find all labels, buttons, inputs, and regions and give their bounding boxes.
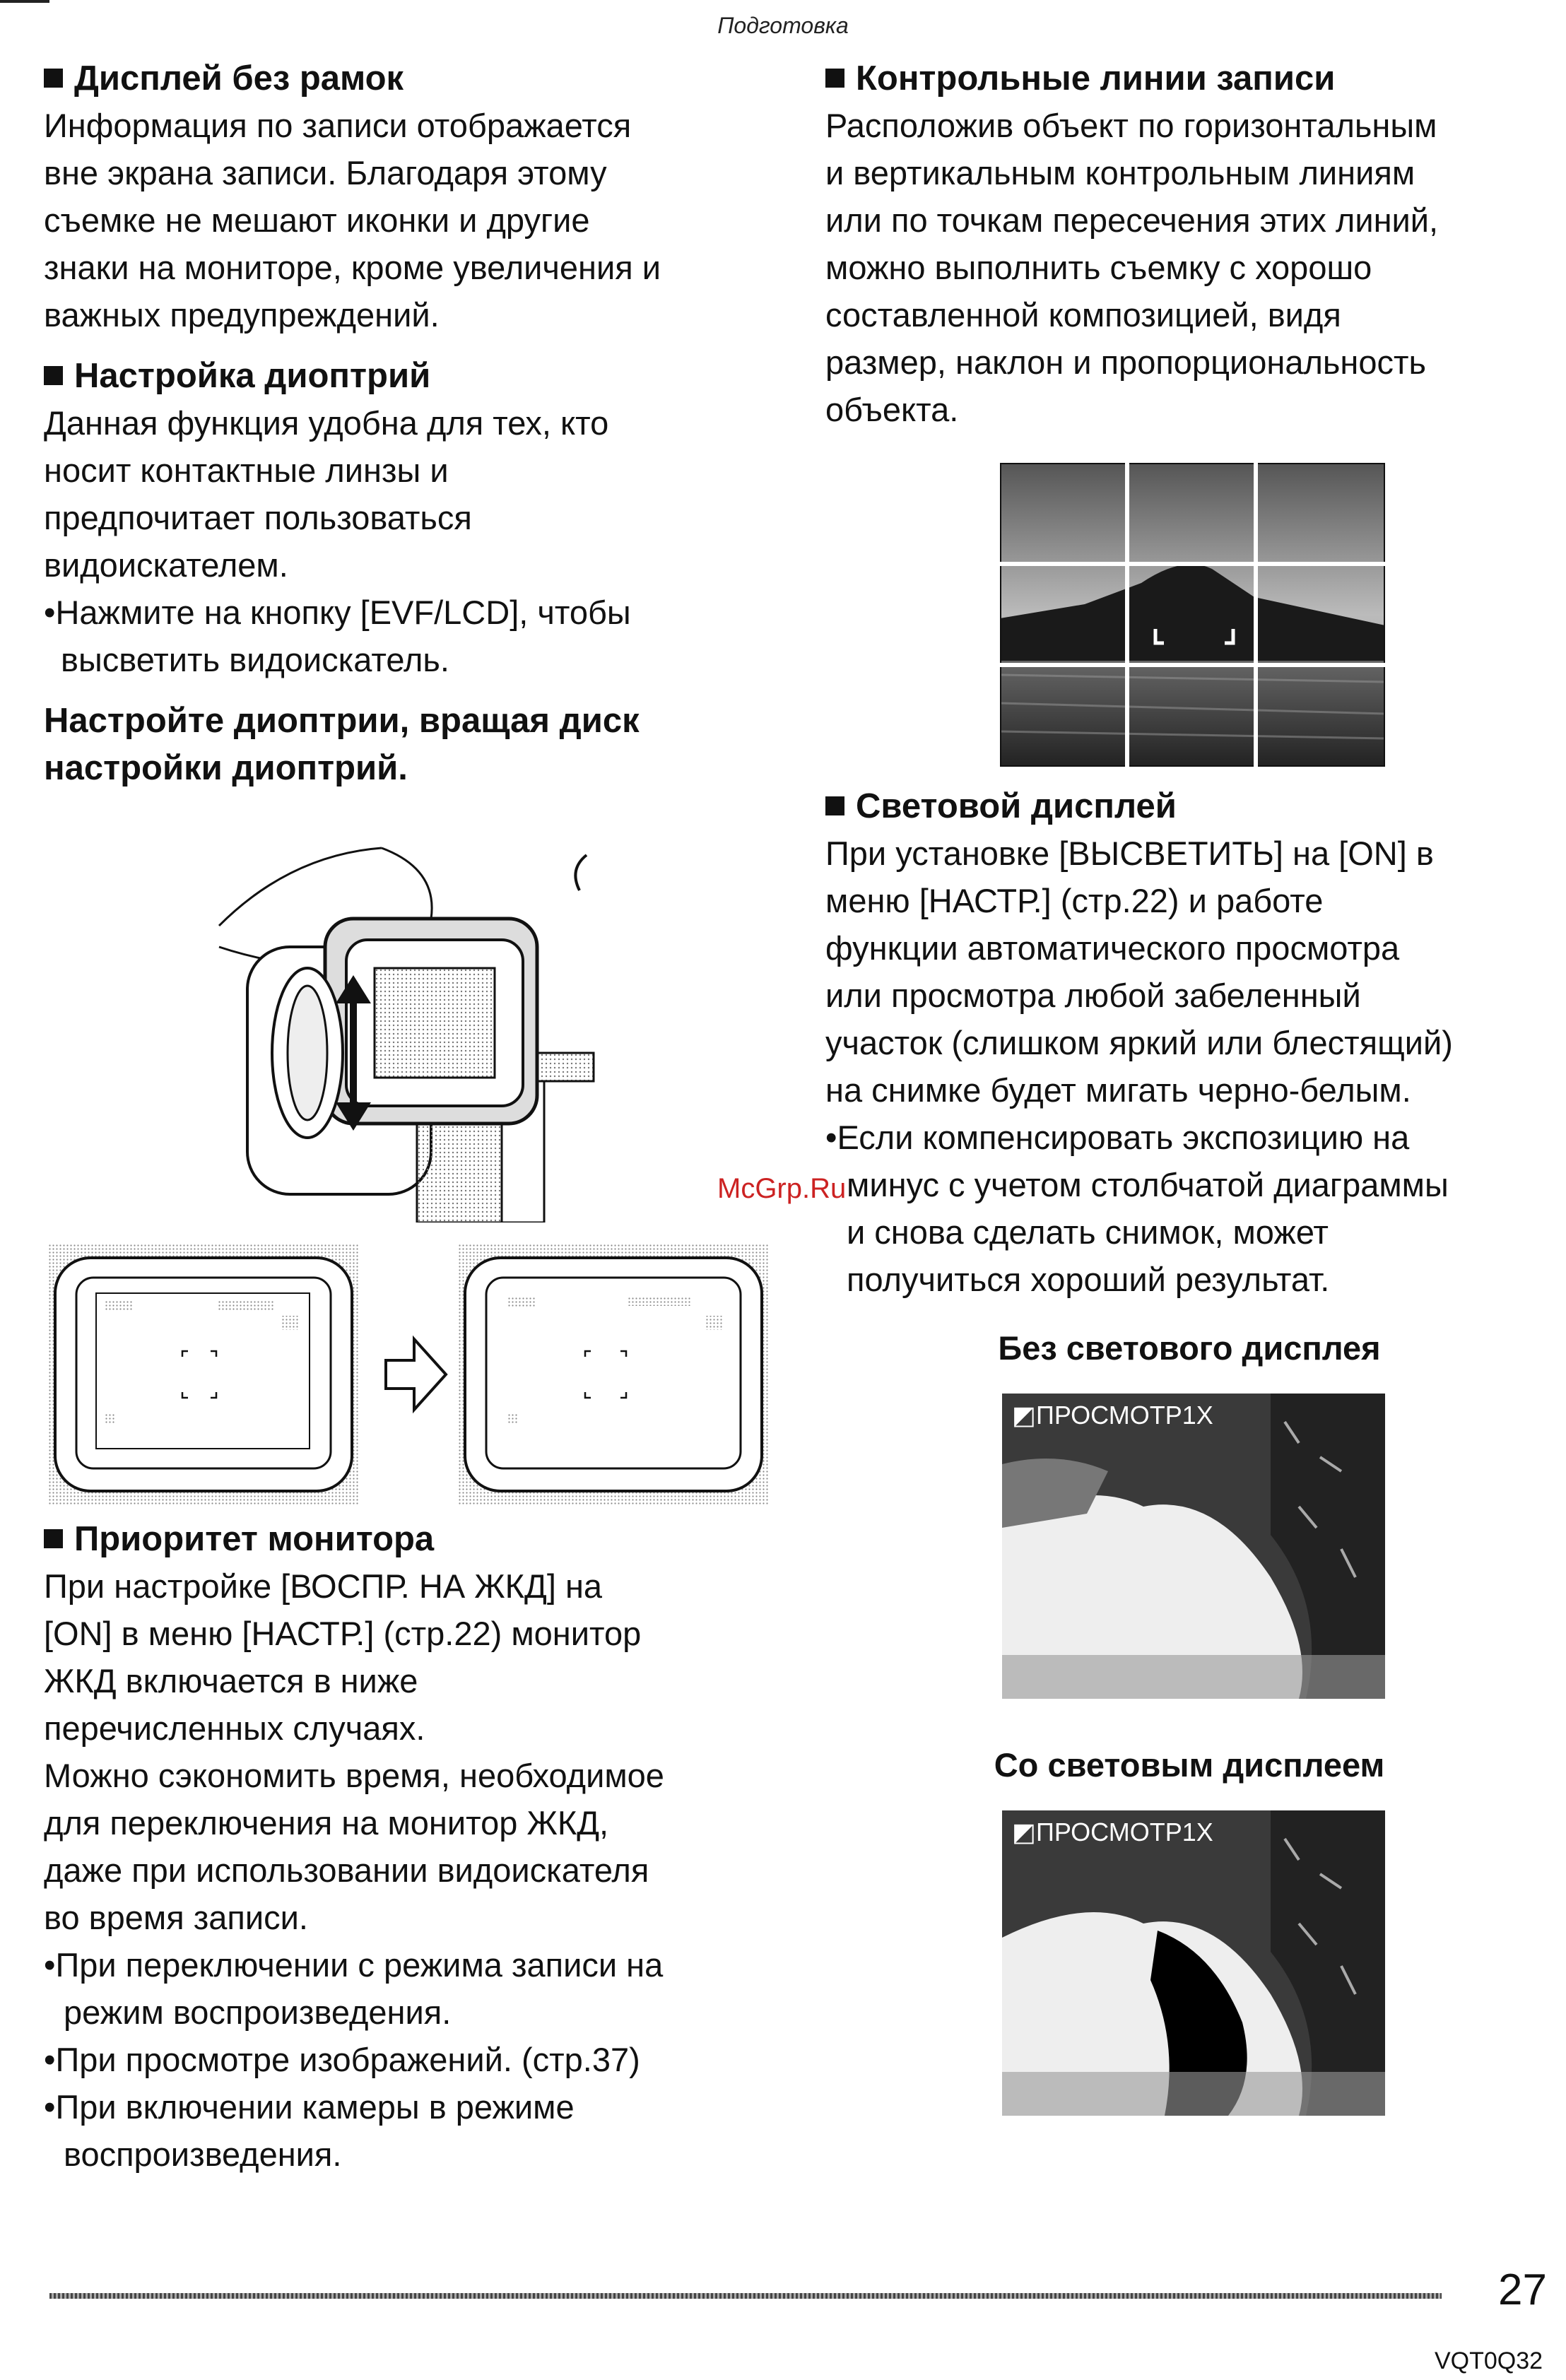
bullet-line: и снова сделать снимок, может [847,1213,1329,1251]
text-line: важных предупреждений. [44,296,440,334]
text-line: объекта. [825,391,959,428]
text-line: или просмотра любой забеленный [825,977,1361,1014]
section-title: Контрольные линии записи [825,55,1553,102]
text-line: на снимке будет мигать черно-белым. [825,1071,1411,1109]
page-header: Подготовка [717,13,849,38]
section-borderless-display [44,55,772,338]
text-line: Информация по записи отображается [44,107,632,144]
playback-label: ◩ПРОСМОТР1X [1012,1401,1213,1430]
text-line: ЖКД включается в ниже [44,1662,418,1699]
text-line: и вертикальным контрольным линиям [825,154,1415,192]
bullet-line: минус с учетом столбчатой диаграммы [847,1166,1449,1203]
text-line: участок (слишком яркий или блестящий) [825,1024,1453,1061]
bullet-line: •Если компенсировать экспозицию на [825,1119,1410,1156]
caption-with-highlight: Со световым дисплеем [994,1746,1385,1784]
section-title: Настройка диоптрий [44,353,772,399]
text-line: вне экрана записи. Благодаря этому [44,154,607,192]
photo-with-highlight [1002,1810,1385,2116]
bullet-line: высветить видоискатель. [61,641,449,678]
guide-lines-photo [1000,463,1385,767]
text-line: При настройке [ВОСПР. НА ЖКД] на [44,1567,603,1605]
footer-bar [49,2293,1442,2299]
corner-mark [0,0,49,3]
bullet-line: режим воспроизведения. [64,1993,452,2031]
section-title: Световой дисплей [825,783,1553,830]
text-line: для переключения на монитор ЖКД, [44,1804,609,1842]
playback-label: ◩ПРОСМОТР1X [1012,1818,1213,1846]
section-title: Приоритет монитора [44,1516,772,1562]
diopter-instruction [44,697,772,792]
right-column [825,55,1553,433]
bullet-line: •При просмотре изображений. (стр.37) [44,2041,640,2078]
bullet-line: •Нажмите на кнопку [EVF/LCD], чтобы [44,594,631,631]
text-line: размер, наклон и пропорциональность [825,343,1426,381]
text-line: предпочитает пользоваться [44,499,472,536]
section-diopter [44,353,772,683]
text-line: [ON] в меню [НАСТР.] (стр.22) монитор [44,1615,642,1652]
photo-without-highlight [1002,1394,1385,1699]
square-bullet-icon [825,796,844,815]
bullet-line: получиться хороший результат. [847,1261,1330,1298]
watermark: McGrp.Ru [717,1173,847,1204]
section-monitor-priority [44,1516,772,2178]
text-line: перечисленных случаях. [44,1709,425,1747]
text-line: видоискателем. [44,546,288,584]
section-guide-lines [825,55,1553,433]
text-line: носит контактные линзы и [44,452,449,489]
text-line: составленной композицией, видя [825,296,1341,334]
text-line: съемке не мешают иконки и другие [44,201,590,239]
text-line: При установке [ВЫСВЕТИТЬ] на [ON] в [825,835,1434,872]
bullet-line: •При включении камеры в режиме [44,2088,575,2126]
instruction-line: настройки диоптрий. [44,749,408,787]
bullet-line: воспроизведения. [64,2135,342,2173]
left-column [44,55,772,792]
square-bullet-icon [825,69,844,88]
playback-icon: ◩ [1012,1818,1037,1846]
text-line: во время записи. [44,1899,308,1936]
square-bullet-icon [44,69,63,88]
text-line: можно выполнить съемку с хорошо [825,249,1372,286]
caption-without-highlight: Без светового дисплея [998,1329,1381,1367]
section-highlight [825,783,1553,1303]
text-line: знаки на мониторе, кроме увеличения и [44,249,661,286]
text-line: или по точкам пересечения этих линий, [825,201,1439,239]
text-line: даже при использовании видоискателя [44,1851,649,1889]
model-code: VQT0Q32 [1435,2347,1543,2374]
square-bullet-icon [44,1529,63,1548]
camera-diopter-illustration [205,841,615,1223]
text-line: Данная функция удобна для тех, кто [44,404,609,442]
bullet-line: •При переключении с режима записи на [44,1946,664,1984]
playback-icon: ◩ [1012,1401,1037,1430]
text-line: меню [НАСТР.] (стр.22) и работе [825,882,1324,919]
square-bullet-icon [44,366,63,385]
page-number: 27 [1498,2266,1547,2314]
text-line: Расположив объект по горизонтальным [825,107,1437,144]
section-title: Дисплей без рамок [44,55,772,102]
viewfinder-comparison-illustration [48,1244,769,1512]
text-line: функции автоматического просмотра [825,929,1400,967]
text-line: Можно сэкономить время, необходимое [44,1757,664,1794]
instruction-line: Настройте диоптрии, вращая диск [44,702,640,740]
